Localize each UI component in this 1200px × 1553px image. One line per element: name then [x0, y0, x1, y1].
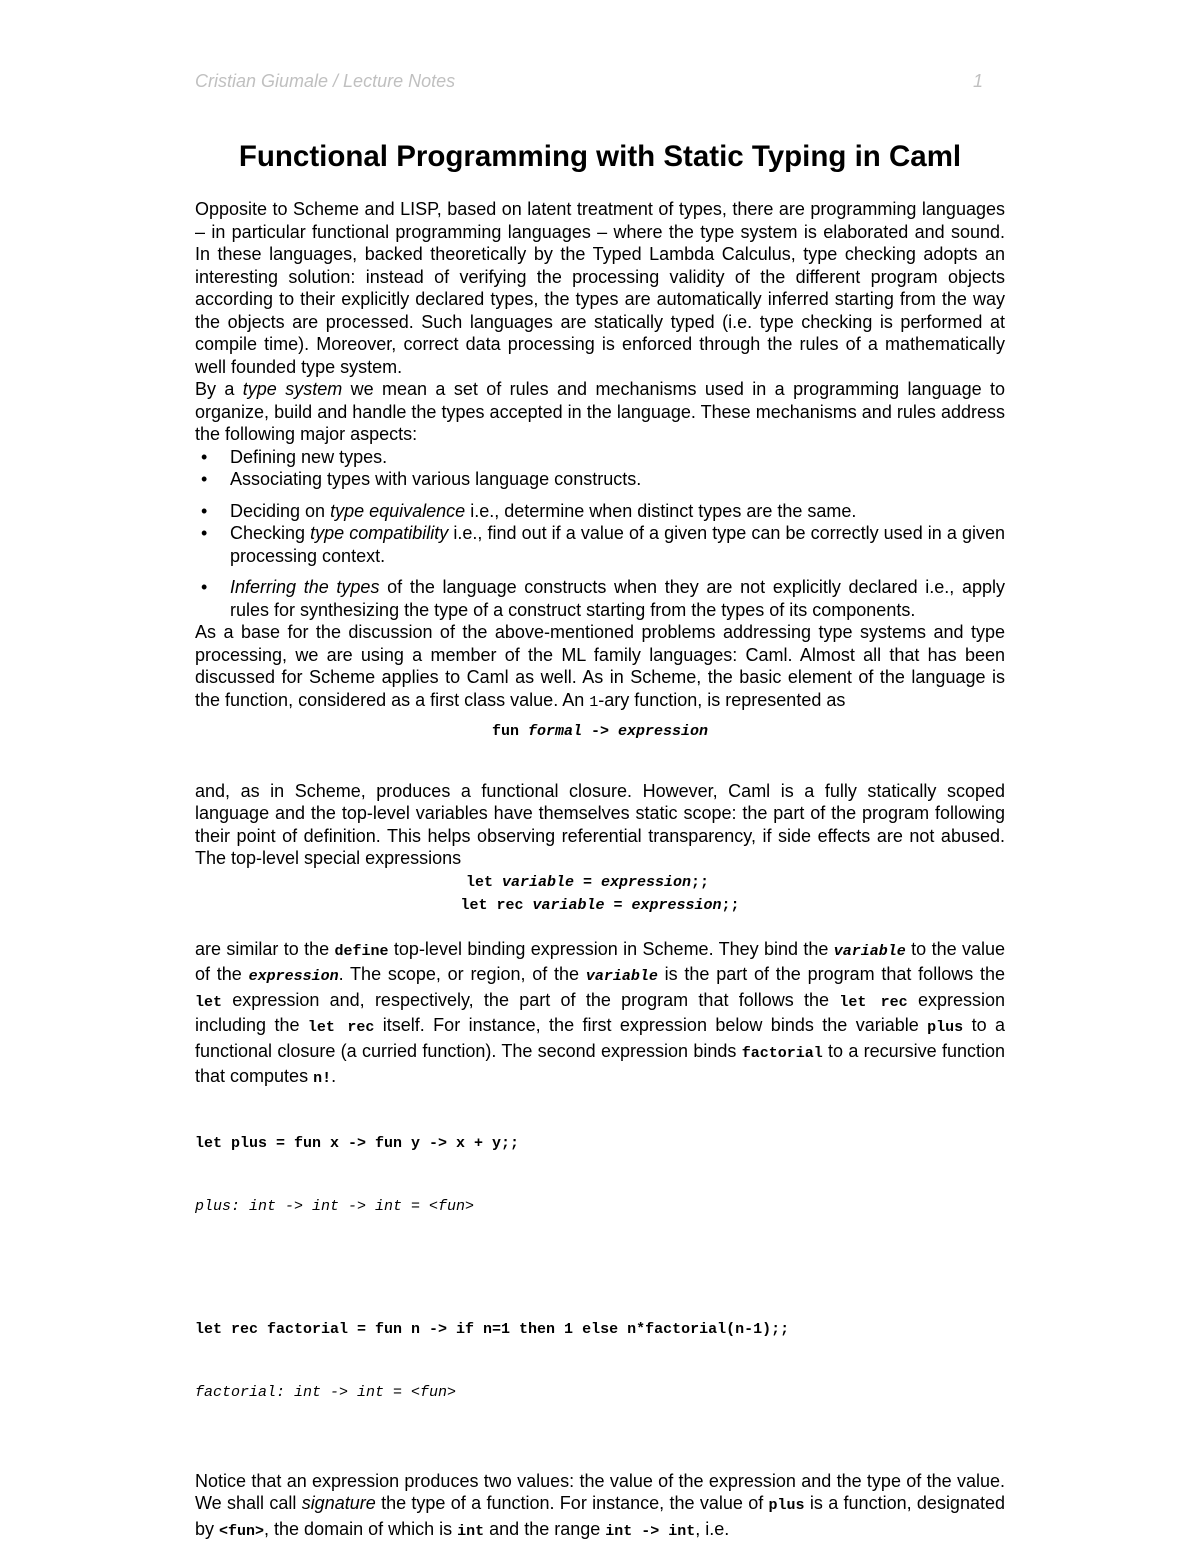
list-item: [195, 522, 1005, 567]
code-terminator: ;;: [721, 896, 740, 914]
document-title: Functional Programming with Static Typing in Caml: [238, 140, 962, 173]
code-keyword: fun: [491, 723, 528, 740]
code-equals: =: [573, 873, 601, 891]
code-variable: variable: [501, 873, 574, 891]
code-keyword: let rec: [460, 896, 533, 914]
inline-code: plus: [927, 1019, 964, 1036]
paragraph-type-system: [195, 378, 1005, 446]
aspects-list: [195, 446, 1005, 622]
code-keyword: let: [465, 873, 502, 891]
text-run: top-level binding expression in Scheme. They bind the: [388, 938, 834, 959]
inline-code: let rec: [839, 993, 908, 1011]
list-item: • Associating types with various language constructs.: [195, 468, 1005, 491]
text-run: As a base for the discussion of the above-mentioned problems addressing type systems and type processing, we are using a member of the ML family languages: Caml. Almost all that has been discussed for Scheme applies to Caml as well. As in Scheme, the basic element of the language is the function, considered as a first class value. An: [195, 622, 1005, 710]
code-output-line: plus: int -> int -> int = <fun>: [195, 1197, 475, 1215]
code-terminator: ;;: [691, 873, 710, 891]
fun-expression-block: [195, 718, 1005, 744]
header-text: Cristian Giumale / Lecture Notes: [195, 71, 456, 91]
code-expression: expression: [631, 896, 722, 914]
text-run: to the value of the: [195, 938, 1005, 984]
emphasis: signature: [301, 1493, 376, 1513]
emphasis: Inferring the types: [230, 577, 380, 597]
page-header: [195, 71, 985, 92]
code-example-factorial: [195, 1277, 1005, 1445]
inline-code: int: [457, 1522, 485, 1540]
list-item: [195, 576, 1005, 621]
text-run: we mean a set of rules and mechanisms used in a programming language to organize, build and handle the types accepted in the language. These mechanisms and rules address the following major aspects:: [195, 379, 1005, 444]
text-run: By a: [195, 379, 243, 399]
code-line: let plus = fun x -> fun y -> x + y;;: [195, 1134, 520, 1152]
text-run: Notice that an expression produces two values: the value of the expression and the type of the value. We shall call: [195, 1470, 1005, 1513]
code-variable: variable: [532, 896, 605, 914]
list-item: • Defining new types.: [195, 446, 1005, 469]
text-run: , the domain of which is: [264, 1518, 458, 1539]
text-run: i.e., find out if a value of a given type can be correctly used in a given processing context.: [230, 523, 1006, 566]
text-run: to a recursive function that computes: [195, 1040, 1005, 1086]
let-rec-line: [195, 893, 1005, 916]
text-run: expression and, respectively, the part of the program that follows the: [222, 989, 840, 1010]
paragraph-caml-intro: [195, 621, 1005, 714]
let-expressions-block: [195, 870, 1005, 916]
text-run: of the language constructs when they are not explicitly declared i.e., apply rules for synthesizing the type of a construct starting from the types of its components.: [230, 577, 1005, 620]
paragraph-intro: Opposite to Scheme and LISP, based on latent treatment of types, there are programming languages – in particular functional programming languages – where the type system is elaborated and sound. In these languages, backed theoretically by the Typed Lambda Calculus, type checking adopts an interesting solution: instead of verifying the processing validity of the different program objects according to their explicitly declared types, the types are automatically inferred starting from the way the objects are processed. Such languages are statically typed (i.e. type checking is performed at compile time). Moreover, correct data processing is enforced through the rules of a mathematically well founded type system.: [195, 199, 1005, 377]
text-run: , i.e.: [695, 1518, 730, 1539]
text-run: Deciding on: [230, 500, 331, 521]
text-run: .: [331, 1066, 337, 1086]
paragraph-signature: [195, 1470, 1005, 1544]
inline-code: <fun>: [219, 1522, 265, 1540]
inline-code: plus: [768, 1497, 805, 1514]
text-run: i.e., determine when distinct types are the same.: [465, 500, 857, 521]
inline-code: variable: [585, 968, 658, 985]
text-run: the type of a function. For instance, the value of: [375, 1493, 769, 1513]
document-body: [195, 198, 1005, 1543]
text-run: is a function, designated by: [195, 1493, 1005, 1539]
text-run: expression including the: [195, 989, 1005, 1035]
code-expression: expression: [601, 873, 692, 891]
emphasis: type equivalence: [330, 500, 466, 521]
code-expression: expression: [618, 723, 709, 740]
code-arrow: ->: [582, 723, 619, 740]
inline-code: int -> int: [605, 1522, 696, 1540]
let-line: [195, 870, 1005, 893]
inline-code: let: [195, 993, 223, 1011]
code-equals: =: [604, 896, 632, 914]
text-run: . The scope, or region, of the: [338, 964, 586, 984]
inline-code: expression: [248, 968, 339, 985]
list-item: [195, 500, 1005, 523]
text-run: and the range: [484, 1518, 606, 1539]
code-formal: formal: [527, 723, 582, 740]
page-number: 1: [972, 71, 983, 91]
inline-code: let rec: [307, 1019, 375, 1036]
inline-code: variable: [833, 942, 906, 960]
inline-code: 1: [589, 693, 599, 711]
inline-code: n!: [313, 1070, 332, 1087]
inline-code: define: [334, 942, 389, 960]
code-output-line: factorial: int -> int = <fun>: [195, 1383, 457, 1401]
paragraph-closure: and, as in Scheme, produces a functional closure. However, Caml is a fully statically scoped language and the top-level variables have themselves static scope: the part of the program following their point of definition. This helps observing referential transparency, if side effects are not abused. The top-level special expressions: [195, 780, 1005, 868]
inline-code: factorial: [741, 1044, 823, 1062]
code-line: let rec factorial = fun n -> if n=1 then 1 else n*factorial(n-1);;: [195, 1320, 790, 1338]
text-run: -ary function, is represented as: [598, 689, 846, 710]
text-run: Checking: [230, 523, 311, 543]
text-run: to a functional closure (a curried function). The second expression binds: [195, 1015, 1006, 1061]
paragraph-scope: [195, 938, 1005, 1091]
code-example-plus: [195, 1091, 1005, 1259]
text-run: itself. For instance, the first expression below binds the variable: [374, 1015, 928, 1035]
emphasis: type compatibility: [310, 523, 449, 543]
text-run: is the part of the program that follows the: [657, 964, 1006, 984]
text-run: are similar to the: [195, 938, 335, 959]
emphasis: type system: [242, 379, 343, 399]
